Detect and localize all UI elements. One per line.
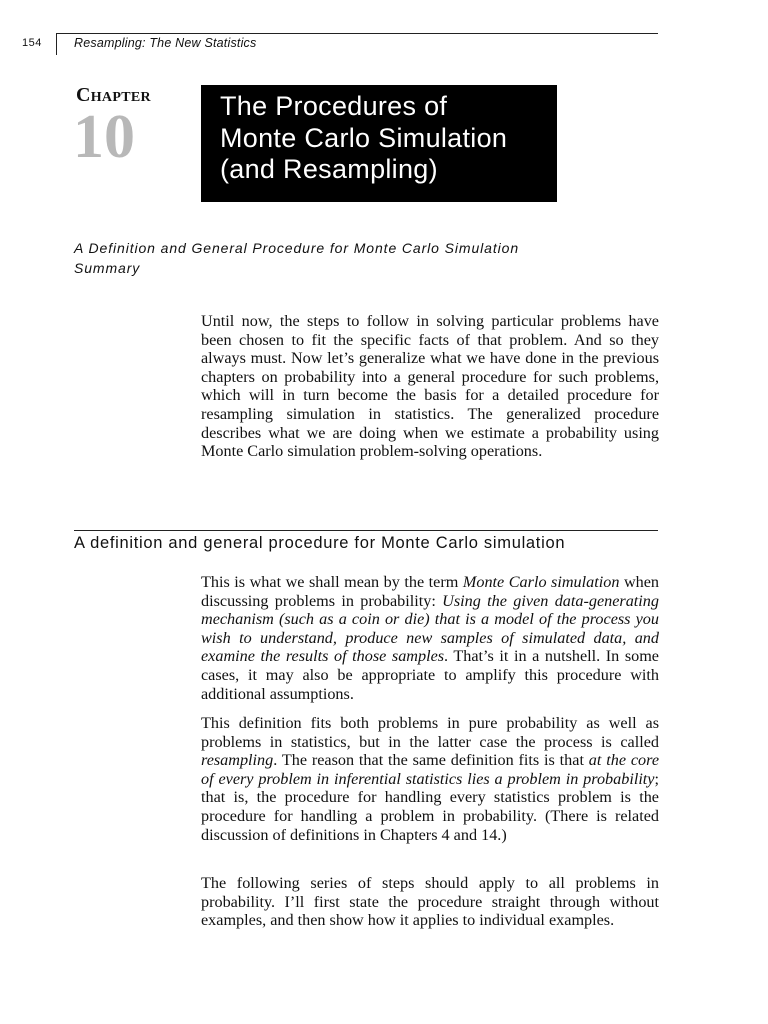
chapter-label: Chapter [76, 84, 151, 106]
chapter-title-line: Monte Carlo Simulation [220, 122, 508, 153]
section-rule [74, 530, 658, 531]
contents-item: A Definition and General Procedure for Monte Carlo Simulation [74, 240, 520, 256]
definition-paragraph [201, 573, 659, 703]
chapter-number: 10 [73, 103, 135, 171]
chapter-title-box [201, 85, 557, 202]
text-run: when discussing problems in probability: [201, 573, 660, 610]
text-run-italic: Monte Carlo simulation [462, 573, 620, 591]
text-run: . That’s it in a nutshell. In some cases, it may also be appropriate to amplify this procedure with additional assumptions. [201, 647, 659, 703]
text-run: . The reason that the same definition fits is that [273, 751, 589, 770]
intro-paragraph: Until now, the steps to follow in solving particular problems have been chosen to fit the specific facts of that problem. And so they always must. Now let’s generalize what we have done in the previous chapters on probability into a general procedure for such problems, which will in turn become the basis for a detailed procedure for resampling simulation in statistics. The generalized procedure describes what we are doing when we estimate a probability using Monte Carlo simulation problem-solving operations. [201, 312, 659, 461]
contents-item: Summary [74, 260, 141, 276]
text-run: This is what we shall mean by the term [201, 573, 463, 591]
chapter-title-line: The Procedures of [220, 91, 448, 121]
text-run-italic: Using the given data-generating mechanism (such as a coin or die) that is a model of the process you wish to understand, produce new samples of simulated data, and examine the results of those samples [201, 591, 659, 666]
page-number: 154 [22, 37, 42, 49]
text-run: This definition fits both problems in pure probability as well as problems in statistics, but in the latter case the process is called [201, 714, 659, 751]
resampling-paragraph [201, 714, 659, 844]
steps-paragraph: The following series of steps should apply to all problems in probability. I’ll first state the procedure straight through without examples, and then show how it applies to individual examples. [201, 874, 659, 930]
text-run: ; that is, the procedure for handling every statistics problem is the procedure for handling a problem in probability. (There is related discussion of definitions in Chapters 4 and 14.) [201, 769, 659, 844]
text-run-italic: resampling [201, 751, 274, 770]
text-run-italic: at the core of every problem in inferential statistics lies a problem in probability [201, 751, 659, 788]
chapter-title-line: (and Resampling) [220, 154, 438, 184]
header-tick [56, 33, 57, 55]
chapter-contents [74, 238, 519, 278]
running-title: Resampling: The New Statistics [74, 36, 257, 50]
header-rule [56, 33, 658, 34]
section-heading: A definition and general procedure for Monte Carlo simulation [74, 534, 566, 552]
